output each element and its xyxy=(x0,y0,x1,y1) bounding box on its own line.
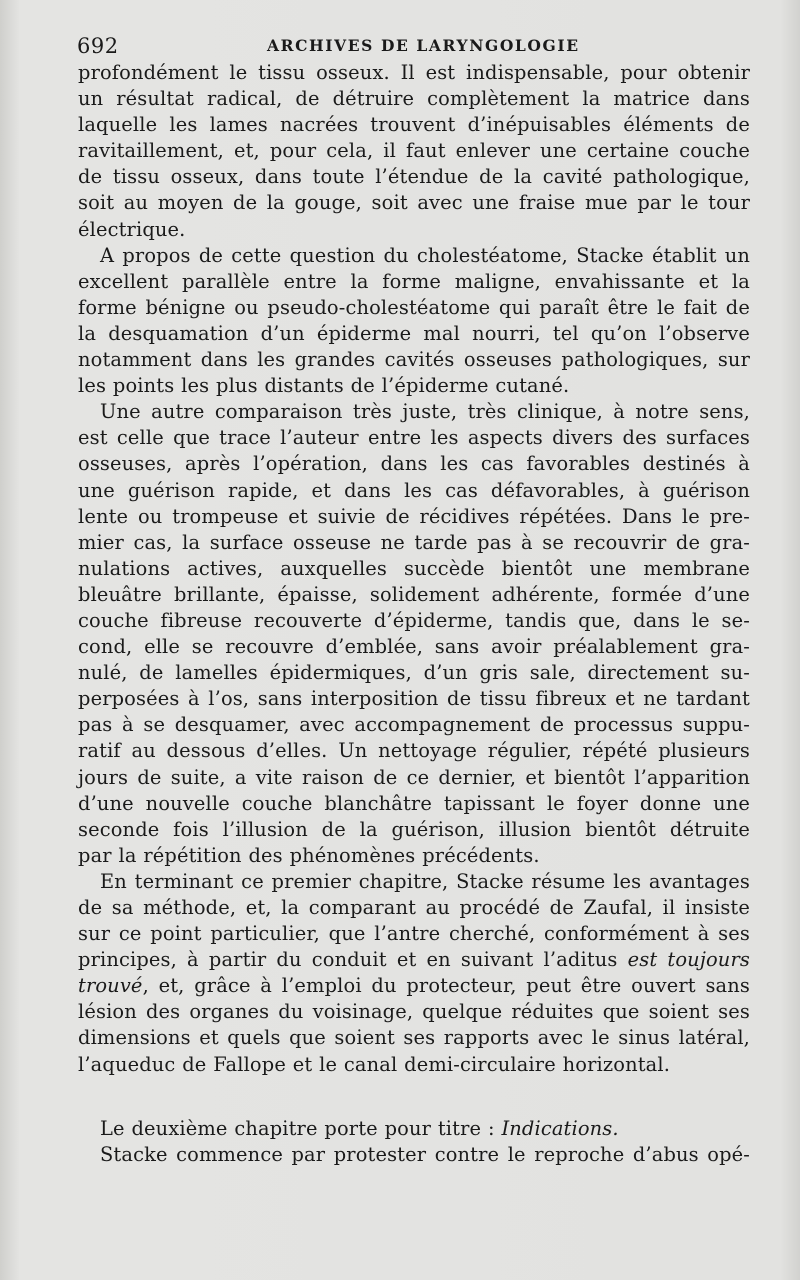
text-line: par la répétition des phénomènes précédents. xyxy=(78,843,540,867)
text-line: jours de suite, a vite raison de ce dernier, et bientôt l’apparition xyxy=(78,765,750,789)
text-line: excellent parallèle entre la forme maligne, envahissante et la xyxy=(78,269,750,293)
text-line: osseuses, après l’opération, dans les cas favorables destinés à xyxy=(78,452,750,476)
page-number: 692 xyxy=(77,34,119,58)
text-line: d’une nouvelle couche blanchâtre tapissant le foyer donne une xyxy=(78,791,750,815)
text-line: lésion des organes du voisinage, quelque réduites que soient ses xyxy=(78,1000,750,1024)
text-line: électrique. xyxy=(78,217,186,241)
text-line: Stacke commence par protester contre le reproche d’abus opé- xyxy=(100,1142,750,1166)
italic-phrase: trouvé xyxy=(78,974,143,998)
text-line: seconde fois l’illusion de la guérison, illusion bientôt détruite xyxy=(78,817,750,841)
text-line: pas à se desquamer, avec accompagnement de processus suppu- xyxy=(78,713,750,737)
text-line: couche fibreuse recouverte d’épiderme, tandis que, dans le se- xyxy=(78,608,750,632)
text-segment: , et, grâce à l’emploi du protecteur, peut être ouvert sans xyxy=(142,974,750,998)
text-line: est celle que trace l’auteur entre les aspects divers des surfaces xyxy=(78,426,750,450)
text-line: notamment dans les grandes cavités osseuses pathologiques, sur xyxy=(78,348,750,372)
text-line: ravitaillement, et, pour cela, il faut enlever une certaine couche xyxy=(78,139,750,163)
text-line: la desquamation d’un épiderme mal nourri, tel qu’on l’observe xyxy=(78,321,750,345)
text-line xyxy=(78,1116,750,1142)
text-line xyxy=(78,973,750,999)
text-line: nulé, de lamelles épidermiques, d’un gris sale, directement su- xyxy=(78,661,750,685)
text-line: un résultat radical, de détruire complètement la matrice dans xyxy=(78,87,750,111)
text-line: lente ou trompeuse et suivie de récidives répétées. Dans le pre- xyxy=(78,504,750,528)
text-line: A propos de cette question du cholestéatome, Stacke établit un xyxy=(100,243,750,267)
text-segment: Le deuxième chapitre porte pour titre : xyxy=(100,1116,495,1140)
text-line: l’aqueduc de Fallope et le canal demi-circulaire horizontal. xyxy=(78,1052,671,1076)
text-line: les points les plus distants de l’épiderme cutané. xyxy=(78,374,570,398)
text-line: bleuâtre brillante, épaisse, solidement adhérente, formée d’une xyxy=(78,582,750,606)
text-line: une guérison rapide, et dans les cas défavorables, à guérison xyxy=(78,478,750,502)
journal-title: ARCHIVES DE LARYNGOLOGIE xyxy=(267,36,580,55)
text-line: dimensions et quels que soient ses rapports avec le sinus latéral, xyxy=(78,1026,750,1050)
text-line: cond, elle se recouvre d’emblée, sans avoir préalablement gra- xyxy=(78,635,750,659)
text-line: Une autre comparaison très juste, très clinique, à notre sens, xyxy=(100,400,750,424)
text-line: sur ce point particulier, que l’antre cherché, conformément à ses xyxy=(78,922,750,946)
text-line: ratif au dessous d’elles. Un nettoyage régulier, répété plusieurs xyxy=(78,739,750,763)
text-line: mier cas, la surface osseuse ne tarde pas à se recouvrir de gra- xyxy=(78,530,750,554)
italic-phrase: est toujours xyxy=(627,948,750,972)
text-line: soit au moyen de la gouge, soit avec une fraise mue par le tour xyxy=(78,191,750,215)
text-line xyxy=(78,947,750,973)
running-head xyxy=(77,34,749,58)
text-line: profondément le tissu osseux. Il est indispensable, pour obtenir xyxy=(78,61,750,84)
text-line: En terminant ce premier chapitre, Stacke résume les avantages xyxy=(100,869,750,893)
text-line: perposées à l’os, sans interposition de tissu fibreux et ne tardant xyxy=(78,687,750,711)
body-text xyxy=(78,60,750,1168)
text-line: de sa méthode, et, la comparant au procédé de Zaufal, il insiste xyxy=(78,896,750,919)
text-segment: principes, à partir du conduit et en suivant l’aditus xyxy=(78,948,618,972)
text-line: laquelle les lames nacrées trouvent d’inépuisables éléments de xyxy=(78,113,750,137)
chapter-title: Indications. xyxy=(501,1116,619,1140)
text-line: forme bénigne ou pseudo-cholestéatome qui paraît être le fait de xyxy=(78,295,750,319)
text-line: nulations actives, auxquelles succède bientôt une membrane xyxy=(78,556,750,580)
text-line: de tissu osseux, dans toute l’étendue de la cavité pathologique, xyxy=(78,165,750,189)
